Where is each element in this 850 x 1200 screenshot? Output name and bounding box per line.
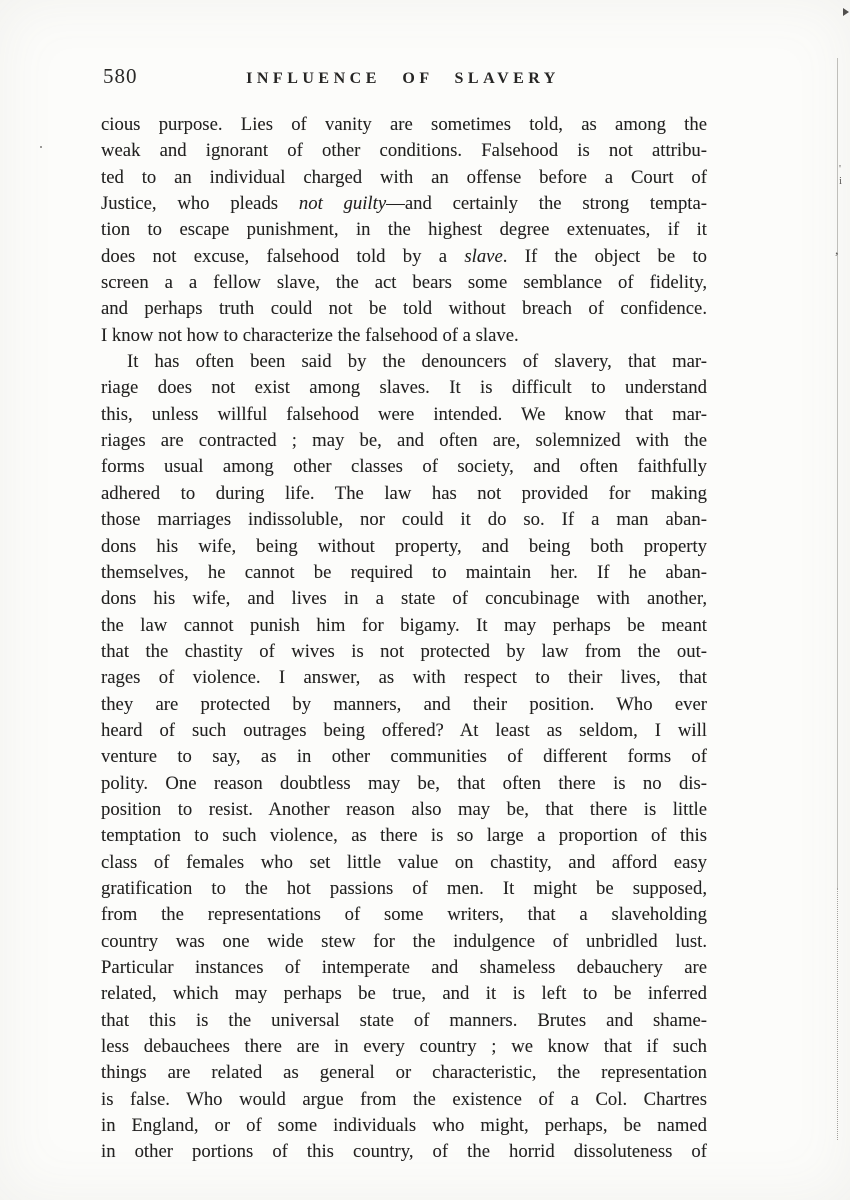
scan-edge-line xyxy=(837,58,838,888)
text-line: position to resist. Another reason also may be, that there is little xyxy=(101,798,707,820)
text-line: gratification to the hot passions of men. It might be supposed, xyxy=(101,877,707,899)
text-line: forms usual among other classes of society, and often faithfully xyxy=(101,456,707,478)
text-line: and perhaps truth could not be told without breach of confidence. xyxy=(101,298,707,320)
text-line: that this is the universal state of manners. Brutes and shame- xyxy=(101,1009,707,1031)
text-line: I know not how to characterize the falsehood of a slave. xyxy=(101,324,519,346)
text-line: class of females who set little value on chastity, and afford easy xyxy=(101,851,707,873)
text-line: is false. Who would argue from the existence of a Col. Chartres xyxy=(101,1088,707,1110)
text-line: less debauchees there are in every country ; we know that if such xyxy=(101,1036,707,1058)
text-line: rages of violence. I answer, as with respect to their lives, that xyxy=(101,667,707,689)
text-line: in England, or of some individuals who might, perhaps, be named xyxy=(101,1115,707,1137)
text-line: from the representations of some writers, that a slaveholding xyxy=(101,904,707,926)
text-line: country was one wide stew for the indulgence of unbridled lust. xyxy=(101,930,707,952)
text-line: related, which may perhaps be true, and it is left to be inferred xyxy=(101,983,707,1005)
text-line: dons his wife, and lives in a state of concubinage with another, xyxy=(101,588,707,610)
text-line: heard of such outrages being offered? At least as seldom, I will xyxy=(101,719,707,741)
text-line: tion to escape punishment, in the highest degree extenuates, if it xyxy=(101,219,707,241)
scan-edge-line-dotted xyxy=(837,888,838,1140)
text-line: they are protected by manners, and their position. Who ever xyxy=(101,693,707,715)
text-line: temptation to such violence, as there is so large a proportion of this xyxy=(101,825,707,847)
scan-left-speck xyxy=(40,146,42,148)
text-line: the law cannot punish him for bigamy. It may perhaps be meant xyxy=(101,614,707,636)
scan-corner-mark xyxy=(843,8,849,16)
text-line: things are related as general or characteristic, the representation xyxy=(101,1062,707,1084)
running-title: INFLUENCE OF SLAVERY xyxy=(246,70,560,87)
text-line: Justice, who pleads not guilty—and certainly the strong tempta- xyxy=(101,193,707,215)
text-line: Particular instances of intemperate and shameless debauchery are xyxy=(101,957,707,978)
text-line: those marriages indissoluble, nor could it do so. If a man aban- xyxy=(101,509,707,531)
text-line: ted to an individual charged with an offense before a Court of xyxy=(101,166,707,188)
text-line: It has often been said by the denouncers of slavery, that mar- xyxy=(127,351,707,373)
text-line: weak and ignorant of other conditions. Falsehood is not attribu- xyxy=(101,140,707,162)
text-line: dons his wife, being without property, and being both property xyxy=(101,535,707,557)
text-line: venture to say, as in other communities of different forms of xyxy=(101,746,707,768)
text-line: themselves, he cannot be required to maintain her. If he aban- xyxy=(101,561,707,583)
text-line: riages are contracted ; may be, and often are, solemnized with the xyxy=(101,430,707,452)
text-line: adhered to during life. The law has not provided for making xyxy=(101,482,707,504)
scan-comma-mark: , xyxy=(835,243,839,258)
text-line: in other portions of this country, of the horrid dissoluteness of xyxy=(101,1141,707,1163)
text-line: does not excuse, falsehood told by a slave. If the object be to xyxy=(101,245,707,267)
page-number: 580 xyxy=(103,64,138,88)
text-line: polity. One reason doubtless may be, that often there is no dis- xyxy=(101,772,707,794)
text-line: that the chastity of wives is not protected by law from the out- xyxy=(101,640,707,662)
page-body xyxy=(101,112,707,1166)
text-line: riage does not exist among slaves. It is difficult to understand xyxy=(101,377,707,399)
text-line: this, unless willful falsehood were intended. We know that mar- xyxy=(101,403,707,425)
text-line: screen a a fellow slave, the act bears some semblance of fidelity, xyxy=(101,272,707,294)
text-line: cious purpose. Lies of vanity are sometimes told, as among the xyxy=(101,114,707,135)
scan-margin-marks: ' i xyxy=(839,163,845,187)
